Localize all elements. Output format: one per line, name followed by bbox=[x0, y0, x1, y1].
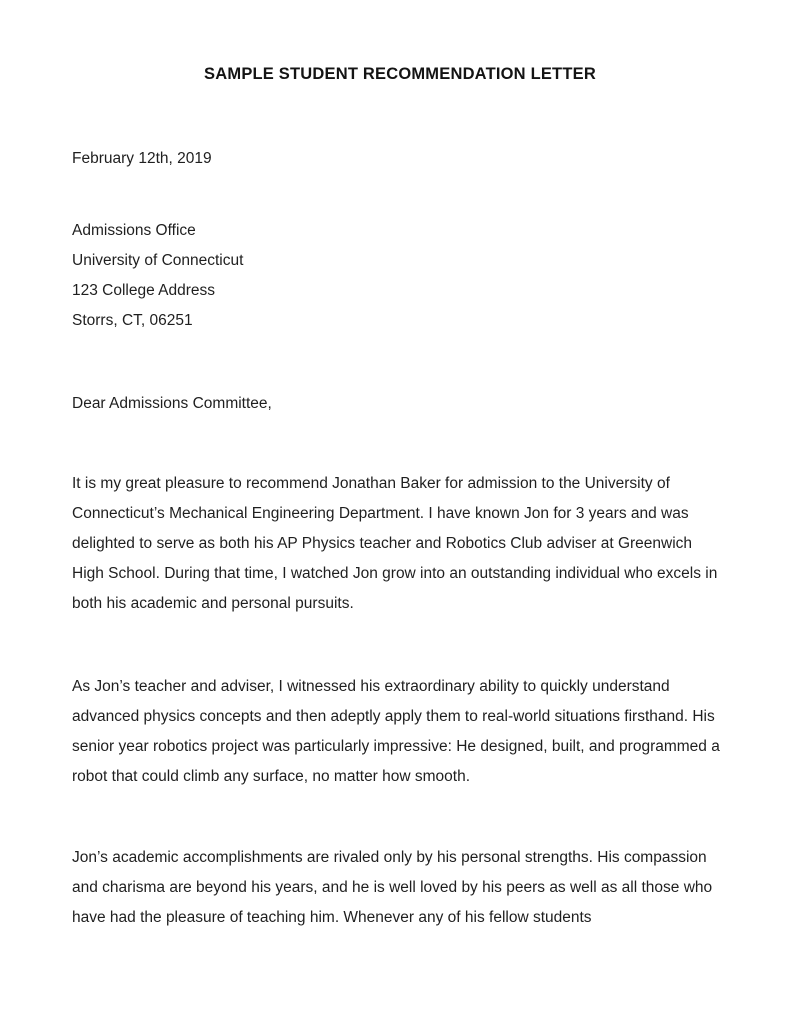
recipient-address-block bbox=[72, 216, 728, 336]
letter-paragraph-1: It is my great pleasure to recommend Jonathan Baker for admission to the University of Connecticut’s Mechanical Engineering Department. I have known Jon for 3 years and was delighted to serve as both his AP Physics teacher and Robotics Club adviser at Greenwich High School. During that time, I watched Jon grow into an outstanding individual who excels in both his academic and personal pursuits. bbox=[72, 475, 718, 612]
letter-paragraph-3: Jon’s academic accomplishments are rivaled only by his personal strengths. His compassion and charisma are beyond his years, and he is well loved by his peers as well as all those who have had the pleasure of teaching him. Whenever any of his fellow students bbox=[72, 849, 713, 926]
address-line-office: Admissions Office bbox=[72, 222, 196, 239]
address-line-university: University of Connecticut bbox=[72, 252, 244, 269]
letter-date: February 12th, 2019 bbox=[72, 150, 212, 167]
letter-title: SAMPLE STUDENT RECOMMENDATION LETTER bbox=[204, 65, 596, 83]
letter-salutation: Dear Admissions Committee, bbox=[72, 395, 272, 412]
address-line-street: 123 College Address bbox=[72, 282, 216, 299]
address-line-city-state-zip: Storrs, CT, 06251 bbox=[72, 312, 193, 329]
letter-paragraph-2: As Jon’s teacher and adviser, I witnessed his extraordinary ability to quickly understand advanced physics concepts and then adeptly apply them to real-world situations firsthand. His senior year robotics project was particularly impressive: He designed, built, and programmed a robot that could climb any surface, no matter how smooth. bbox=[72, 678, 720, 785]
